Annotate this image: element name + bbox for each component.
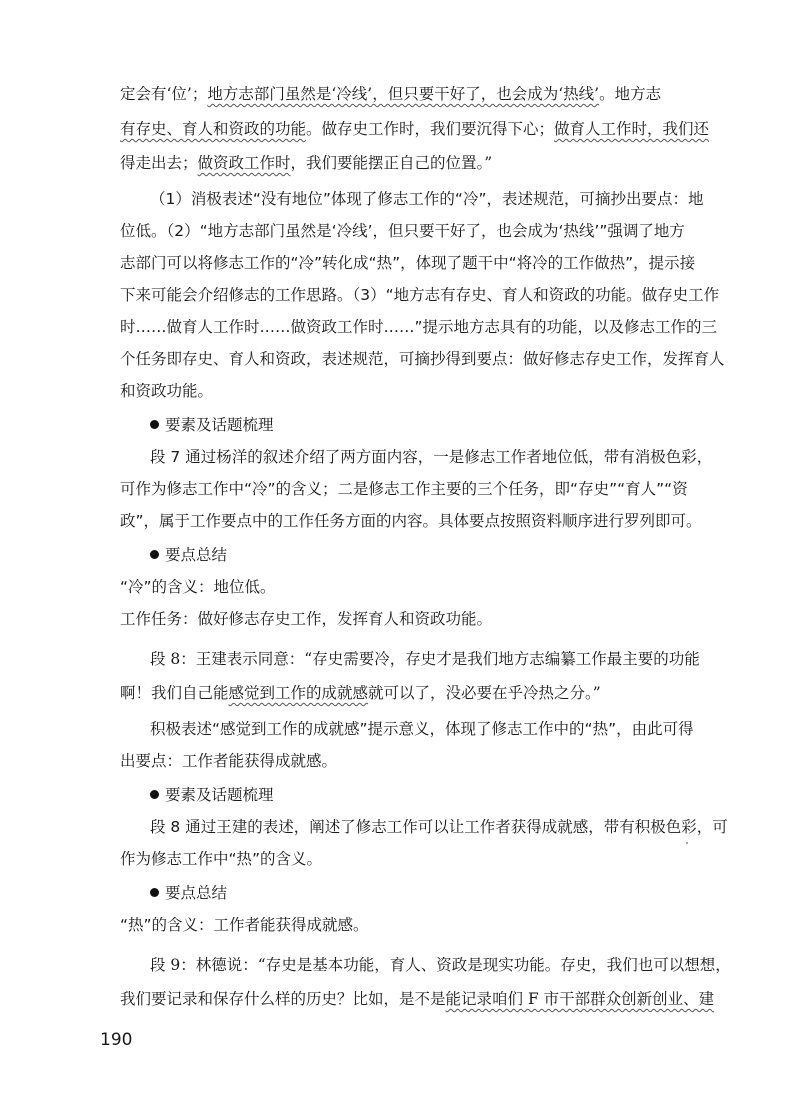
analysis-line: 段 8 通过王建的表述，阐述了修志工作可以让工作者获得成就感，带有积极色彩，可 (150, 818, 728, 836)
bullet-icon (150, 888, 159, 897)
analysis-line: 积极表述“感觉到工作的成就感”提示意义，体现了修志工作中的“热”，由此可得 (150, 720, 694, 738)
quote-line: 段 9：林德说：“存史是基本功能，育人、资政是现实功能。存史，我们也可以想想， (150, 956, 731, 974)
section-heading: 要点总结 (150, 544, 227, 566)
bullet-icon (150, 420, 159, 429)
bullet-icon (150, 550, 159, 559)
quote-line: 啊！我们自己能感觉到工作的成就感就可以了，没必要在乎冷热之分。” (120, 684, 601, 702)
analysis-line: 出要点：工作者能获得成就感。 (120, 752, 338, 770)
quote-line-1: 定会有‘位’；地方志部门虽然是‘冷线’，但只要干好了，也会成为‘热线’。地方志 (120, 85, 662, 103)
analysis-line: 志部门可以将修志工作的“冷”转化成“热”，体现了题干中“将冷的工作做热”，提示接 (120, 254, 696, 272)
section-heading: 要点总结 (150, 882, 227, 904)
section-heading: 要素及话题梳理 (150, 784, 274, 806)
quote-line: 我们要记录和保存什么样的历史？比如，是不是能记录咱们 F 市干部群众创新创业、建 (120, 990, 715, 1008)
quote-line-3: 得走出去；做资政工作时，我们要能摆正自己的位置。” (120, 154, 493, 172)
bullet-icon (150, 790, 159, 799)
analysis-line: 可作为修志工作中“冷”的含义；二是修志工作主要的三个任务，即“存史”“育人”“资 (120, 480, 688, 498)
quote-line: 段 8：王建表示同意：“存史需要冷，存史才是我们地方志编纂工作最主要的功能 (150, 650, 700, 668)
page-number: 190 (100, 1030, 133, 1050)
summary-line: “冷”的含义：地位低。 (120, 578, 276, 596)
analysis-line: 位低。（2）“地方志部门虽然是‘冷线’，但只要干好了，也会成为‘热线’”强调了地方 (120, 222, 685, 240)
analysis-line: 下来可能会介绍修志的工作思路。（3）“地方志有存史、育人和资政的功能。做存史工作 (120, 286, 720, 304)
summary-line: 工作任务：做好修志存史工作，发挥育人和资政功能。 (120, 610, 493, 628)
scan-speck (686, 842, 688, 844)
analysis-line: （1）消极表述“没有地位”体现了修志工作的“冷”，表述规范，可摘抄出要点：地 (150, 190, 704, 208)
analysis-line: 作为修志工作中“热”的含义。 (120, 850, 323, 868)
analysis-line: 政”，属于工作要点中的工作任务方面的内容。具体要点按照资料顺序进行罗列即可。 (120, 512, 702, 530)
analysis-line: 个任务即存史、育人和资政，表述规范，可摘抄得到要点：做好修志存史工作，发挥育人 (120, 350, 725, 368)
analysis-line: 和资政功能。 (120, 382, 214, 400)
section-heading: 要素及话题梳理 (150, 414, 274, 436)
quote-line-2: 有存史、育人和资政的功能。做存史工作时，我们要沉得下心；做育人工作时，我们还 (120, 120, 710, 138)
summary-line: “热”的含义：工作者能获得成就感。 (120, 916, 369, 934)
analysis-line: 段 7 通过杨洋的叙述介绍了两方面内容，一是修志工作者地位低，带有消极色彩， (150, 448, 713, 466)
analysis-line: 时……做育人工作时……做资政工作时……”提示地方志具有的功能，以及修志工作的三 (120, 318, 718, 336)
